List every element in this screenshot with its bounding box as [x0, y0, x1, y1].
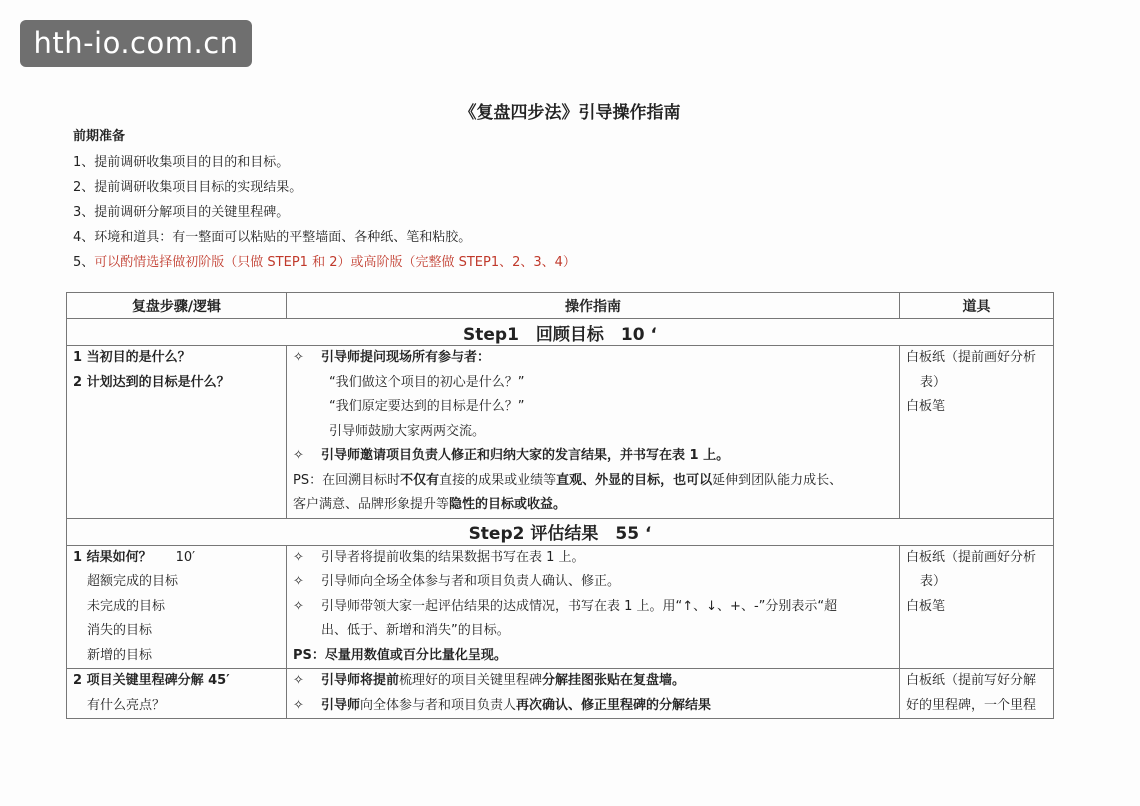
step3-logic [67, 669, 287, 719]
step2-tools [900, 545, 1054, 669]
bullet-icon: ✧ [293, 598, 304, 614]
step3-guide-b2: 向全体参与者和项目负责人 [360, 697, 517, 713]
step3-guide-b3: 再次确认、修正里程碑的分解结果 [516, 697, 712, 713]
step3-tool-1: 白板纸（提前写好分解 [906, 673, 1037, 688]
step1-guide-b1: 引导师提问现场所有参与者： [321, 350, 491, 365]
step1-guide-ps-line2 [293, 493, 893, 518]
step2-logic-time: 10′ [175, 549, 196, 565]
step2-tool-1: 白板纸（提前画好分析 [906, 549, 1037, 565]
ps-text: 直接的成果或业绩等 [439, 472, 557, 488]
step1-logic [67, 346, 287, 519]
step1-tool-1b: 表） [920, 374, 947, 390]
ps-text-bold: 隐性的目标或收益。 [449, 497, 567, 512]
prep-item-4: 4、环境和道具：有一整面可以粘贴的平整墙面、各种纸、笔和粘胶。 [73, 230, 472, 245]
header-guide: 操作指南 [287, 293, 900, 319]
step3-tools [900, 669, 1054, 719]
step2-logic-item-3: 消失的目标 [87, 623, 153, 638]
step1-tool-1: 白板纸（提前画好分析 [906, 350, 1037, 365]
step3-logic-sub: 有什么亮点？ [87, 697, 166, 713]
bullet-icon: ✧ [293, 574, 304, 589]
step3-guide [287, 669, 900, 719]
step2-title: Step2 评估结果 55 ‘ [67, 518, 1054, 545]
step2-guide-ps: PS：尽量用数值或百分比量化呈现。 [293, 647, 507, 663]
step1-title: Step1 回顾目标 10 ‘ [67, 319, 1054, 346]
step1-guide [287, 346, 900, 519]
step1-guide-b2: 引导师邀请项目负责人修正和归纳大家的发言结果，并书写在表 1 上。 [321, 448, 730, 463]
step2-logic-head: 1 结果如何？ [73, 549, 152, 565]
step3-guide-b1: 引导师 [321, 697, 361, 713]
step2-logic [67, 545, 287, 669]
step1-guide-ps-line1 [293, 469, 893, 494]
step1-title-row [67, 319, 1054, 346]
prep-heading: 前期准备 [73, 129, 126, 144]
prep-item-5-text: 可以酌情选择做初阶版（只做 STEP1 和 2）或高阶版（完整做 STEP1、2、3、4） [94, 255, 576, 270]
prep-item-1: 1、提前调研收集项目的目的和目标。 [73, 155, 290, 170]
prep-item-3: 3、提前调研分解项目的关键里程碑。 [73, 205, 290, 220]
prep-item-2: 2、提前调研收集项目目标的实现结果。 [73, 180, 303, 195]
prep-section [73, 128, 576, 275]
bullet-icon: ✧ [293, 549, 304, 565]
step3-row [67, 669, 1054, 719]
header-logic: 复盘步骤/逻辑 [67, 293, 287, 319]
bullet-icon: ✧ [293, 673, 304, 688]
ps-text-bold: 直观、外显的目标 [556, 472, 661, 488]
step2-row [67, 545, 1054, 669]
step2-logic-item-2: 未完成的目标 [87, 598, 166, 614]
prep-item-5 [73, 250, 576, 275]
bullet-icon: ✧ [293, 350, 304, 365]
step3-guide-a3: 分解挂图张贴在复盘墙。 [542, 673, 686, 688]
bullet-icon: ✧ [293, 697, 304, 713]
step3-logic-head: 2 项目关键里程碑分解 45′ [73, 673, 230, 688]
step1-tools [900, 346, 1054, 519]
step1-logic-2: 2 计划达到的目标是什么？ [73, 374, 230, 390]
step2-guide [287, 545, 900, 669]
header-tools: 道具 [900, 293, 1054, 319]
page-title: 《复盘四步法》引导操作指南 [459, 103, 681, 123]
step1-logic-1: 1 当初目的是什么？ [73, 350, 191, 365]
step3-guide-a1: 引导师将提前 [321, 673, 400, 688]
step2-guide-g3a: 引导师带领大家一起评估结果的达成情况，书写在表 1 上。用“↑、↓、+、-”分别表示“超 [321, 598, 838, 614]
ps-text: 延伸到团队能力成长、 [712, 472, 843, 488]
step2-title-row [67, 518, 1054, 545]
step2-tool-2: 白板笔 [906, 598, 946, 614]
table-header-row [67, 293, 1054, 319]
step3-guide-a2: 梳理好的项目关键里程碑 [399, 673, 543, 688]
step1-guide-q2: “我们原定要达到的目标是什么？” [329, 399, 525, 414]
ps-text-bold: 不仅有 [400, 472, 440, 488]
step1-row [67, 346, 1054, 519]
step2-guide-g1: 引导者将提前收集的结果数据书写在表 1 上。 [321, 549, 585, 565]
ps-text: PS：在回溯目标时 [293, 472, 401, 488]
step2-guide-g2: 引导师向全场全体参与者和项目负责人确认、修正。 [321, 574, 621, 589]
step1-tool-2: 白板笔 [906, 399, 946, 414]
prep-item-5-number: 5、 [73, 255, 95, 270]
step2-logic-item-4: 新增的目标 [87, 647, 153, 663]
step1-guide-q3: 引导师鼓励大家两两交流。 [329, 423, 486, 439]
step2-logic-item-1: 超额完成的目标 [87, 574, 179, 589]
ps-text: 客户满意、品牌形象提升等 [293, 497, 450, 512]
watermark: hth-io.com.cn [20, 20, 252, 67]
step2-tool-1b: 表） [920, 574, 947, 589]
step3-tool-1b: 好的里程碑，一个里程 [906, 697, 1037, 713]
step1-guide-q1: “我们做这个项目的初心是什么？” [329, 374, 525, 390]
ps-text-bold: ，也可以 [660, 472, 713, 488]
step2-guide-g3b: 出、低于、新增和消失”的目标。 [321, 623, 510, 638]
guide-table [66, 292, 1054, 719]
bullet-icon: ✧ [293, 448, 304, 463]
